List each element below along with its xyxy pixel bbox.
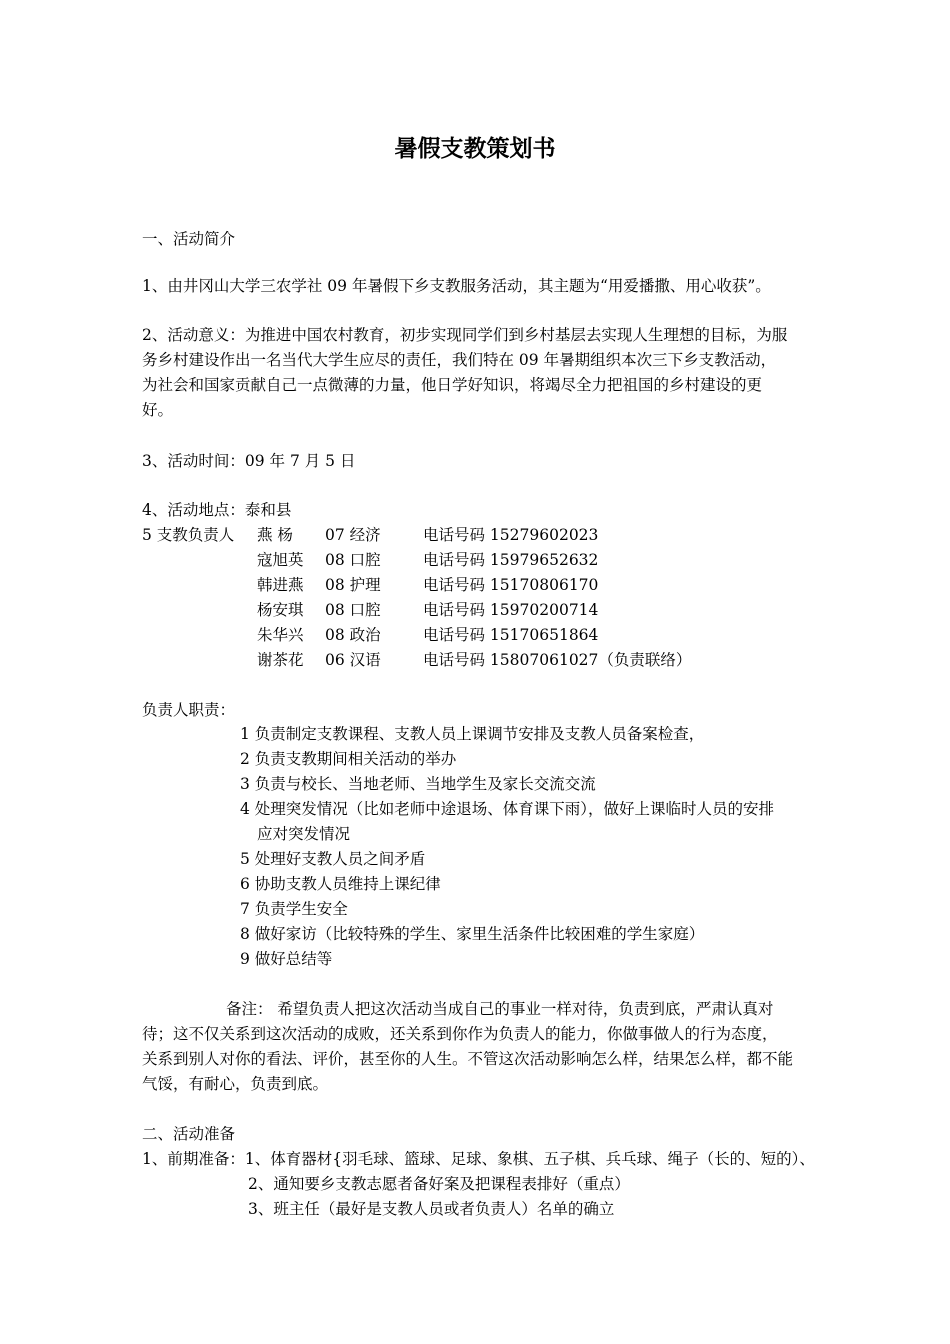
- note-line: 关系到别人对你的看法、评价，甚至你的人生。不管这次活动影响怎么样，结果怎么样，都不能: [142, 1050, 794, 1068]
- duty-item: 3 负责与校长、当地老师、当地学生及家长交流交流: [240, 775, 596, 793]
- intro-item-1: 1、由井冈山大学三农学社 09 年暑假下乡支教服务活动，其主题为“用爱播撒、用心收获”。: [142, 277, 771, 295]
- contact-phone: 电话号码 15170806170: [423, 576, 599, 594]
- contact-name: 燕 杨: [257, 526, 293, 544]
- intro-item-2-line-1: 2、活动意义：为推进中国农村教育，初步实现同学们到乡村基层去实现人生理想的目标，为服: [142, 326, 788, 344]
- duties-heading: 负责人职责：: [142, 701, 236, 719]
- duty-item: 6 协助支教人员维持上课纪律: [240, 875, 441, 893]
- note-line: 备注： 希望负责人把这次活动当成自己的事业一样对待，负责到底，严肃认真对: [226, 1000, 774, 1018]
- duty-item: 5 处理好支教人员之间矛盾: [240, 850, 426, 868]
- duty-item: 4 处理突发情况（比如老师中途退场、体育课下雨），做好上课临时人员的安排: [240, 800, 775, 818]
- section1-heading: 一、活动简介: [142, 230, 236, 248]
- note-line: 气馁，有耐心，负责到底。: [142, 1075, 329, 1093]
- duty-item: 8 做好家访（比较特殊的学生、家里生活条件比较困难的学生家庭）: [240, 925, 705, 943]
- duty-item: 7 负责学生安全: [240, 900, 348, 918]
- leaders-label: 5 支教负责人: [142, 526, 235, 544]
- contact-name: 寇旭英: [257, 551, 304, 569]
- contact-major: 06 汉语: [325, 651, 381, 669]
- duty-item-continuation: 应对突发情况: [257, 825, 351, 843]
- activity-location: 4、活动地点：泰和县: [142, 501, 292, 519]
- intro-item-2-line-4: 好。: [142, 401, 174, 419]
- contact-phone: 电话号码 15170651864: [423, 626, 599, 644]
- contact-major: 08 政治: [325, 626, 381, 644]
- contact-phone: 电话号码 15970200714: [423, 601, 599, 619]
- contact-phone: 电话号码 15807061027（负责联络）: [423, 651, 692, 669]
- prep-line: 3、班主任（最好是支教人员或者负责人）名单的确立: [248, 1200, 615, 1218]
- prep-line: 1、前期准备：1、体育器材{羽毛球、篮球、足球、象棋、五子棋、兵乓球、绳子（长的、短的）、: [142, 1150, 815, 1168]
- intro-item-2-line-3: 为社会和国家贡献自己一点微薄的力量，他日学好知识，将竭尽全力把祖国的乡村建设的更: [142, 376, 763, 394]
- contact-major: 07 经济: [325, 526, 381, 544]
- contact-phone: 电话号码 15279602023: [423, 526, 599, 544]
- intro-item-2-line-2: 务乡村建设作出一名当代大学生应尽的责任，我们特在 09 年暑期组织本次三下乡支教活动，: [142, 351, 777, 369]
- contact-name: 杨安琪: [257, 601, 304, 619]
- duty-item: 1 负责制定支教课程、支教人员上课调节安排及支教人员备案检查，: [240, 725, 705, 743]
- duty-item: 2 负责支教期间相关活动的举办: [240, 750, 457, 768]
- duty-item: 9 做好总结等: [240, 950, 333, 968]
- activity-time: 3、活动时间：09 年 7 月 5 日: [142, 452, 356, 470]
- contact-major: 08 护理: [325, 576, 381, 594]
- contact-major: 08 口腔: [325, 601, 381, 619]
- contact-name: 朱华兴: [257, 626, 304, 644]
- note-line: 待；这不仅关系到这次活动的成败，还关系到你作为负责人的能力，你做事做人的行为态度，: [142, 1025, 778, 1043]
- prep-line: 2、通知要乡支教志愿者备好案及把课程表排好（重点）: [248, 1175, 630, 1193]
- contact-name: 谢茶花: [257, 651, 304, 669]
- contact-major: 08 口腔: [325, 551, 381, 569]
- contact-phone: 电话号码 15979652632: [423, 551, 599, 569]
- section2-heading: 二、活动准备: [142, 1125, 236, 1143]
- page-title: 暑假支教策划书: [394, 135, 556, 162]
- contact-name: 韩进燕: [257, 576, 304, 594]
